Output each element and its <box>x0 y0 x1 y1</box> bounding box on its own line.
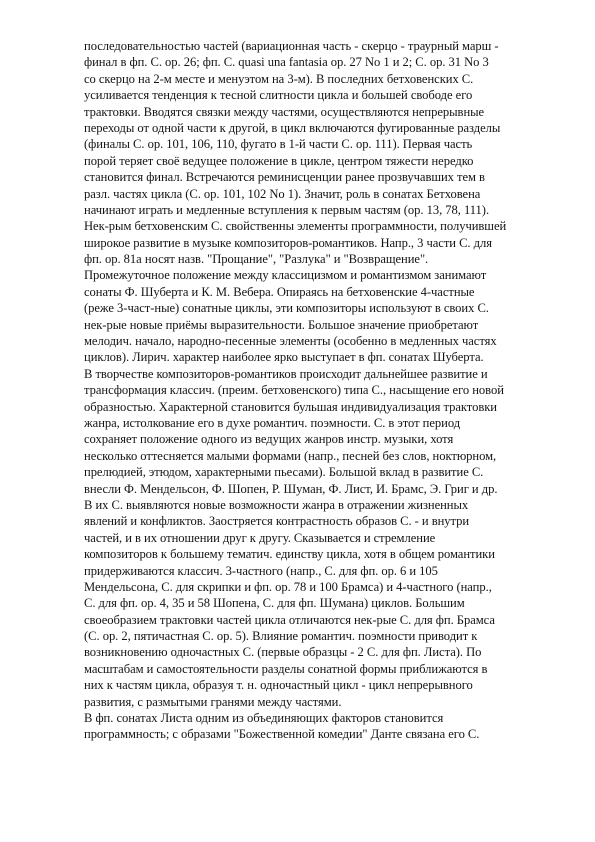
text-line: В творчестве композиторов-романтиков происходит дальнейшее развитие и <box>84 366 488 381</box>
text-line: композиторов к большему тематич. единству цикла, хотя в общем романтики <box>84 547 495 562</box>
text-line: трансформация классич. (преим. бетховенского) типа С., насыщение его новой <box>84 383 504 398</box>
text-line: со скерцо на 2-м месте и менуэтом на 3-м). В последних бетховенских С. <box>84 71 474 86</box>
text-line: циклов). Лирич. характер наиболее ярко выступает в фп. сонатах Шуберта. <box>84 350 484 365</box>
text-line: финал в фп. С. ор. 26; фп. С. quasi una fantasia op. 27 No 1 и 2; С. ор. 31 No 3 <box>84 55 489 70</box>
text-line: трактовки. Вводятся связки между частями, осуществляются непрерывные <box>84 104 485 119</box>
text-line: прелюдией, этюдом, характерными пьесами). Большой вклад в развитие С. <box>84 465 484 480</box>
text-line: них к частям цикла, образуя т. н. одночастный цикл - цикл непрерывного <box>84 678 473 693</box>
text-line: своеобразием трактовки частей цикла отличаются нек-рые С. для фп. Брамса <box>84 612 495 627</box>
text-line: переходы от одной части к другой, в цикл включаются фугированные разделы <box>84 120 501 135</box>
text-line: В их С. выявляются новые возможности жанра в отражении жизненных <box>84 497 469 512</box>
text-line: (финалы С. ор. 101, 106, 110, фугато в 1-й части С. ор. 111). Первая часть <box>84 137 473 152</box>
body-text <box>84 38 554 743</box>
text-line: начинают играть и медленные вступления к первым частям (ор. 13, 78, 111). <box>84 202 490 217</box>
text-line: развития, с размытыми гранями между частями. <box>84 694 342 709</box>
text-line: жанра, истолкование его в духе романтич. поэмности. С. в этот период <box>84 415 461 430</box>
text-line: сохраняет положение одного из ведущих жанров инстр. музыки, хотя <box>84 432 454 447</box>
text-line: С. для фп. ор. 4, 35 и 58 Шопена, С. для фп. Шумана) циклов. Большим <box>84 596 465 611</box>
text-line: сонаты Ф. Шуберта и К. М. Вебера. Опираясь на бетховенские 4-частные <box>84 284 475 299</box>
text-line: порой теряет своё ведущее положение в цикле, центром тяжести нередко <box>84 153 474 168</box>
text-line: Нек-рым бетховенским С. свойственны элементы программности, получившей <box>84 219 507 234</box>
text-line: становится финал. Встречаются реминисценции ранее прозвучавших тем в <box>84 170 485 185</box>
text-line: возникновению одночастных С. (первые образцы - 2 С. для фп. Листа). По <box>84 645 482 660</box>
text-line: программность; с образами "Божественной комедии" Данте связана его С. <box>84 727 480 742</box>
text-line: частей, и в их отношении друг к другу. Сказывается и стремление <box>84 530 436 545</box>
text-line: разл. частях цикла (С. ор. 101, 102 No 1). Значит, роль в сонатах Бетховена <box>84 186 481 201</box>
text-line: явлений и конфликтов. Заостряется контрастность образов С. - и внутри <box>84 514 470 529</box>
text-line: (С. ор. 2, пятичастная С. ор. 5). Влияние романтич. поэмности приводит к <box>84 629 478 644</box>
text-line: мелодич. начало, народно-песенные элементы (особенно в медленных частях <box>84 334 497 349</box>
text-line: придерживаются классич. 3-частного (напр., С. для фп. ор. 6 и 105 <box>84 563 438 578</box>
text-line: последовательностью частей (вариационная часть - скерцо - траурный марш - <box>84 39 499 53</box>
text-line: масштабам и самостоятельности разделы сонатной формы приближаются в <box>84 661 488 676</box>
text-line: внесли Ф. Мендельсон, Ф. Шопен, Р. Шуман, Ф. Лист, И. Брамс, Э. Григ и др. <box>84 481 498 496</box>
text-line: образностью. Характерной становится бульшая индивидуализация трактовки <box>84 399 497 414</box>
text-line: усиливается тенденция к тесной слитности цикла и большей свободе его <box>84 88 473 103</box>
text-line: фп. ор. 81а носят назв. "Прощание", "Разлука" и "Возвращение". <box>84 252 429 267</box>
text-line: Мендельсона, С. для скрипки и фп. ор. 78 и 100 Брамса) и 4-частного (напр., <box>84 579 492 594</box>
text-line: В фп. сонатах Листа одним из объединяющих факторов становится <box>84 711 444 726</box>
text-line: нек-рые новые приёмы выразительности. Большое значение приобретают <box>84 317 479 332</box>
text-line: (реже 3-част-ные) сонатные циклы, эти композиторы используют в своих С. <box>84 301 489 316</box>
text-line: Промежуточное положение между классицизмом и романтизмом занимают <box>84 268 487 283</box>
text-line: несколько оттесняется малыми формами (напр., песней без слов, ноктюрном, <box>84 448 497 463</box>
text-line: широкое развитие в музыке композиторов-романтиков. Напр., 3 части С. для <box>84 235 492 250</box>
